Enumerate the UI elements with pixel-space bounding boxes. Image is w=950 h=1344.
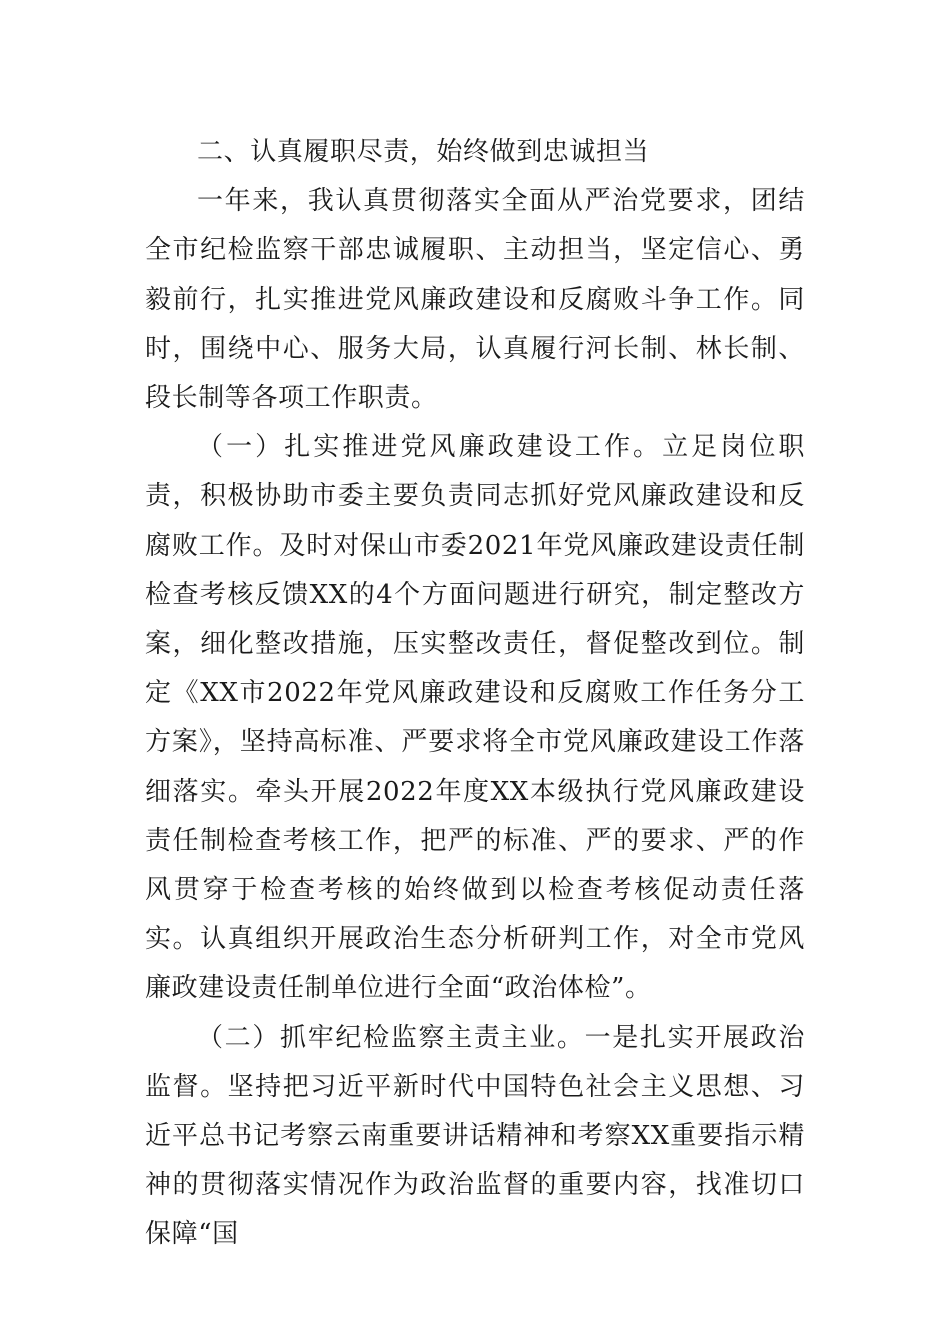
paragraph-item-2: （二）抓牢纪检监察主责主业。一是扎实开展政治监督。坚持把习近平新时代中国特色社会主义思想、习近平总书记考察云南重要讲话精神和考察XX重要指示精神的贯彻落实情况作为政治监督的重要内容，找准切口保障“国 <box>145 1022 805 1250</box>
document-body <box>145 128 805 1260</box>
paragraph-intro: 一年来，我认真贯彻落实全面从严治党要求，团结全市纪检监察干部忠诚履职、主动担当，坚定信心、勇毅前行，扎实推进党风廉政建设和反腐败斗争工作。同时，围绕中心、服务大局，认真履行河长制、林长制、段长制等各项工作职责。 <box>145 186 805 414</box>
paragraph-item-1: （一）扎实推进党风廉政建设工作。立足岗位职责，积极协助市委主要负责同志抓好党风廉政建设和反腐败工作。及时对保山市委2021年党风廉政建设责任制检查考核反馈XX的4个方面问题进行研究，制定整改方案，细化整改措施，压实整改责任，督促整改到位。制定《XX市2022年党风廉政建设和反腐败工作任务分工方案》，坚持高标准、严要求将全市党风廉政建设工作落细落实。牵头开展2022年度XX本级执行党风廉政建设责任制检查考核工作，把严的标准、严的要求、严的作风贯穿于检查考核的始终做到以检查考核促动责任落实。认真组织开展政治生态分析研判工作，对全市党风廉政建设责任制单位进行全面“政治体检”。 <box>145 432 805 1004</box>
section-heading: 二、认真履职尽责，始终做到忠诚担当 <box>197 137 650 167</box>
